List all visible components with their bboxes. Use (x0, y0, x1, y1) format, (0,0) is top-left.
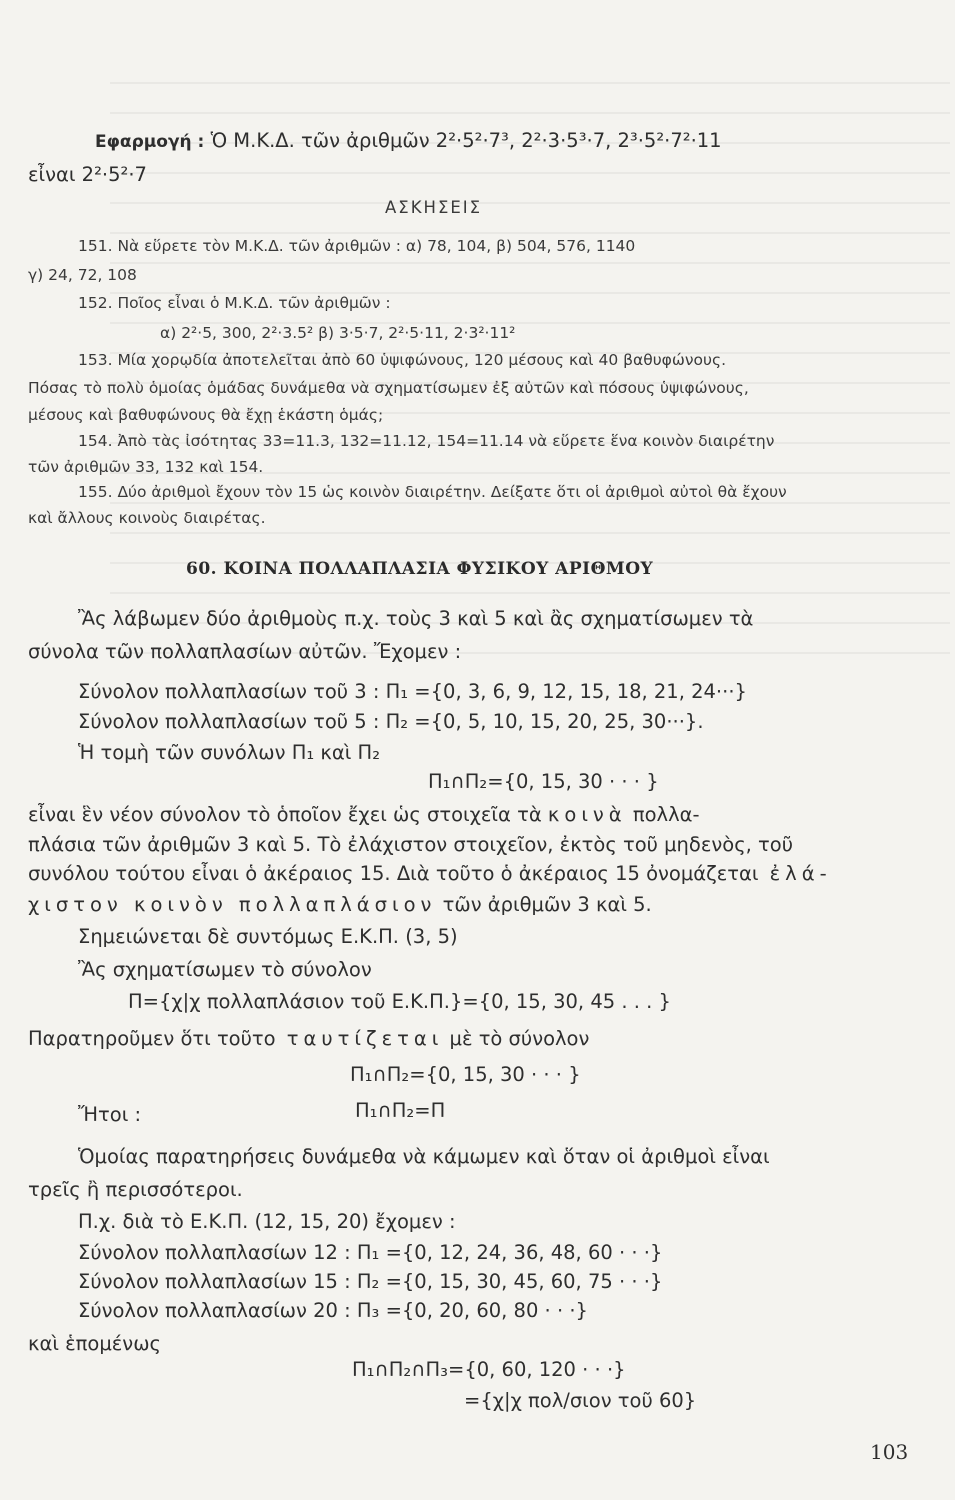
formula: Π₁∩Π₂={0, 15, 30 · · · } (350, 1063, 581, 1086)
emphasis-text: ἐλά- (758, 862, 832, 885)
exercise-line: γ) 24, 72, 108 (28, 266, 137, 284)
body-text: Ἤτοι : (78, 1103, 142, 1126)
formula: ={χ|χ πολ/σιον τοῦ 60} (464, 1389, 697, 1412)
application-label: Εφαρμογή : (95, 132, 205, 152)
exercise-line: καὶ ἄλλους κοινοὺς διαιρέτας. (28, 509, 266, 527)
body-line: τρεῖς ἢ περισσότεροι. (28, 1178, 243, 1201)
exercise-line: 152. Ποῖος εἶναι ὁ Μ.Κ.Δ. τῶν ἀριθμῶν : (78, 294, 391, 312)
body-line (28, 803, 700, 826)
body-line: Ἂς σχηματίσωμεν τὸ σύνολον (78, 958, 372, 981)
exercise-line: 153. Μία χορῳδία ἀποτελεῖται ἀπὸ 60 ὑψιφώνους, 120 μέσους καὶ 40 βαθυφώνους. (78, 351, 727, 369)
body-line (28, 1027, 589, 1050)
exercise-line: 154. Ἀπὸ τὰς ἰσότητας 33=11.3, 132=11.12, 154=11.14 νὰ εὕρετε ἕνα κοινὸν διαιρέτην (78, 432, 775, 450)
body-text: μὲ τὸ σύνολον (443, 1027, 590, 1050)
set-definition: Σύνολον πολλαπλασίων τοῦ 5 : Π₂ ={0, 5, 10, 15, 20, 25, 30···}. (78, 710, 704, 733)
emphasis-text: ταυτίζεται (275, 1027, 444, 1050)
body-line: σύνολα τῶν πολλαπλασίων αὐτῶν. Ἔχομεν : (28, 640, 462, 663)
page-number: 103 (870, 1440, 909, 1464)
body-text: συνόλου τούτου εἶναι ὁ ἀκέραιος 15. Διὰ τοῦτο ὁ ἀκέραιος 15 ὀνομάζεται (28, 862, 759, 885)
formula: Π₁∩Π₂={0, 15, 30 · · · } (428, 770, 659, 793)
body-line: Ὁμοίας παρατηρήσεις δυνάμεθα νὰ κάμωμεν καὶ ὅταν οἱ ἀριθμοὶ εἶναι (78, 1145, 770, 1168)
formula: Π₁∩Π₂∩Π₃={0, 60, 120 · · ·} (352, 1358, 626, 1381)
set-definition: Σύνολον πολλαπλασίων 20 : Π₃ ={0, 20, 60, 80 · · ·} (78, 1299, 588, 1322)
exercise-line: τῶν ἀριθμῶν 33, 132 καὶ 154. (28, 458, 264, 476)
application-line (95, 129, 722, 152)
body-line: πλάσια τῶν ἀριθμῶν 3 καὶ 5. Τὸ ἐλάχιστον στοιχεῖον, ἐκτὸς τοῦ μηδενὸς, τοῦ (28, 833, 794, 856)
exercises-title: ΑΣΚΗΣΕΙΣ (385, 198, 483, 217)
application-result: εἶναι 2²·5²·7 (28, 163, 147, 186)
exercise-line: α) 2²·5, 300, 2²·3.5² β) 3·5·7, 2²·5·11, 2·3²·11² (160, 324, 516, 342)
body-line: Ἂς λάβωμεν δύο ἀριθμοὺς π.χ. τοὺς 3 καὶ 5 καὶ ἂς σχηματίσωμεν τὰ (78, 607, 754, 630)
formula: Π={χ|χ πολλαπλάσιον τοῦ Ε.Κ.Π.}={0, 15, 30, 45 . . . } (128, 990, 671, 1013)
body-line: Π.χ. διὰ τὸ Ε.Κ.Π. (12, 15, 20) ἔχομεν : (78, 1210, 456, 1233)
body-text: πολλα- (626, 803, 700, 826)
exercise-line: Πόσας τὸ πολὺ ὁμοίας ὁμάδας δυνάμεθα νὰ σχηματίσωμεν ἐξ αὐτῶν καὶ πόσους ὑψιφώνους, (28, 379, 749, 397)
formula: Π₁∩Π₂=Π (355, 1099, 446, 1122)
emphasis-text: κοινὰ (547, 803, 627, 826)
set-definition: Σύνολον πολλαπλασίων 15 : Π₂ ={0, 15, 30, 45, 60, 75 · · ·} (78, 1270, 663, 1293)
set-definition: Σύνολον πολλαπλασίων 12 : Π₁ ={0, 12, 24, 36, 48, 60 · · ·} (78, 1241, 663, 1264)
body-text: Παρατηροῦμεν ὅτι τοῦτο (28, 1027, 276, 1050)
body-line (28, 862, 832, 885)
body-line (28, 893, 652, 916)
section-heading: 60. ΚΟΙΝΑ ΠΟΛΛΑΠΛΑΣΙΑ ΦΥΣΙΚΟΥ ΑΡΙΘΜΟΥ (186, 559, 654, 579)
exercise-line: 151. Νὰ εὕρετε τὸν Μ.Κ.Δ. τῶν ἀριθμῶν : α) 78, 104, β) 504, 576, 1140 (78, 237, 636, 255)
exercise-line: 155. Δύο ἀριθμοὶ ἔχουν τὸν 15 ὡς κοινὸν διαιρέτην. Δείξατε ὅτι οἱ ἀριθμοὶ αὐτοὶ θὰ ἔχουν (78, 483, 787, 501)
application-text: Ὁ Μ.Κ.Δ. τῶν ἀριθμῶν 2²·5²·7³, 2²·3·5³·7, 2³·5²·7²·11 (210, 129, 722, 152)
body-line: Ἡ τομὴ τῶν συνόλων Π₁ καὶ Π₂ (78, 741, 381, 764)
body-text: εἶναι ἓν νέον σύνολον τὸ ὁποῖον ἔχει ὡς στοιχεῖα τὰ (28, 803, 542, 826)
body-line: Σημειώνεται δὲ συντόμως Ε.Κ.Π. (3, 5) (78, 925, 458, 948)
exercise-line: μέσους καὶ βαθυφώνους θὰ ἔχῃ ἑκάστη ὁμάς; (28, 406, 384, 424)
body-text: τῶν ἀριθμῶν 3 καὶ 5. (436, 893, 652, 916)
set-definition: Σύνολον πολλαπλασίων τοῦ 3 : Π₁ ={0, 3, 6, 9, 12, 15, 18, 21, 24···} (78, 680, 747, 703)
body-line: καὶ ἑπομένως (28, 1332, 161, 1355)
emphasis-text: χιστον κοινὸν πολλαπλάσιον (28, 893, 437, 916)
